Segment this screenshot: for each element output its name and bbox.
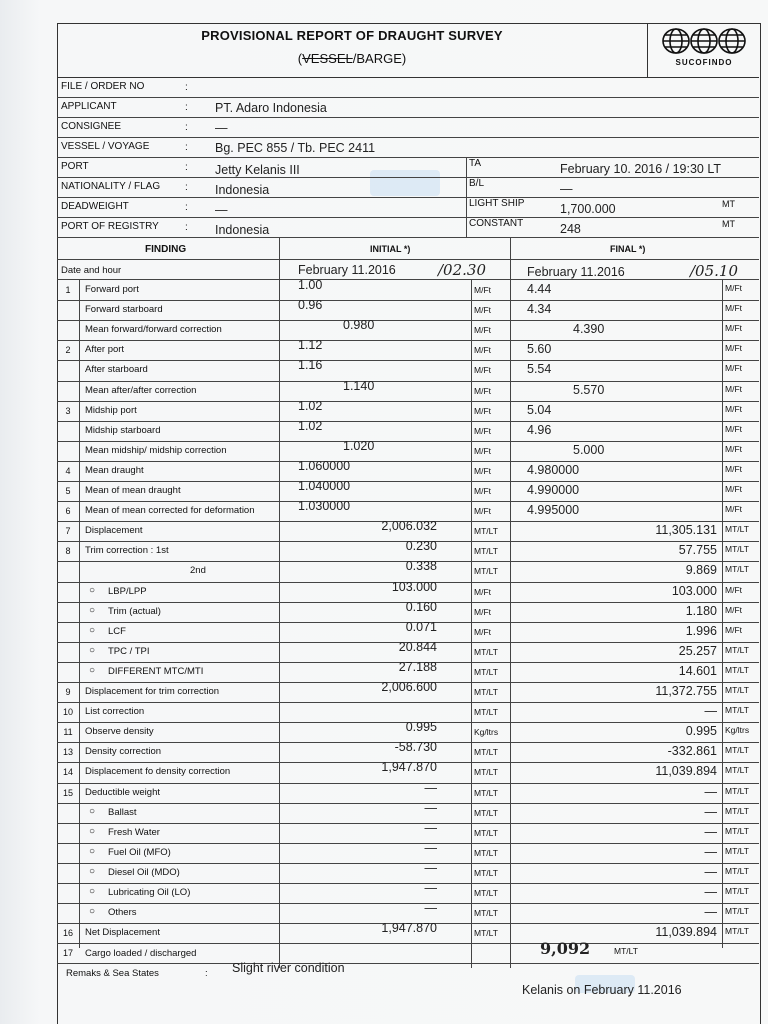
initial-value: 2,006.600 bbox=[381, 680, 437, 694]
initial-value: 0.230 bbox=[405, 539, 437, 553]
row-label: Forward port bbox=[85, 284, 139, 295]
col-divider bbox=[471, 279, 472, 968]
final-unit: M/Ft bbox=[725, 384, 742, 394]
finding-header: FINDING bbox=[145, 244, 187, 255]
initial-unit: M/Ft bbox=[474, 587, 491, 597]
initial-date: February 11.2016 bbox=[298, 263, 396, 277]
row-label: Net Displacement bbox=[85, 927, 160, 938]
final-unit: M/Ft bbox=[725, 444, 742, 454]
initial-unit: MT/LT bbox=[474, 546, 498, 556]
bullet-circle-icon: ○ bbox=[89, 906, 96, 917]
final-value: 4.390 bbox=[573, 322, 605, 336]
final-value: 4.96 bbox=[527, 423, 552, 437]
initial-unit: M/Ft bbox=[474, 285, 491, 295]
initial-unit: M/Ft bbox=[474, 305, 491, 315]
initial-unit: MT/LT bbox=[474, 707, 498, 717]
row-number: 5 bbox=[65, 486, 71, 496]
final-value: 57.755 bbox=[678, 543, 717, 557]
info-right-unit: MT bbox=[722, 199, 735, 209]
final-value: — bbox=[704, 845, 717, 859]
info-label: PORT bbox=[61, 161, 89, 172]
final-unit: M/Ft bbox=[725, 504, 742, 514]
initial-unit: MT/LT bbox=[474, 647, 498, 657]
row-divider bbox=[57, 963, 759, 964]
row-divider bbox=[57, 217, 759, 218]
row-divider bbox=[57, 237, 759, 238]
row-number: 9 bbox=[65, 687, 71, 697]
initial-unit: Kg/ltrs bbox=[474, 727, 499, 737]
row-label: Trim correction : 1st bbox=[85, 545, 169, 556]
row-number: 2 bbox=[65, 345, 71, 355]
info-right-label: B/L bbox=[469, 178, 485, 189]
initial-value: 1,947.870 bbox=[381, 921, 437, 935]
row-number: 4 bbox=[65, 466, 71, 476]
final-value: 103.000 bbox=[671, 584, 717, 598]
final-unit: MT/LT bbox=[725, 826, 749, 836]
final-value: — bbox=[704, 704, 717, 718]
final-value: — bbox=[704, 905, 717, 919]
final-unit: MT/LT bbox=[725, 765, 749, 775]
final-value: — bbox=[704, 785, 717, 799]
final-value: — bbox=[704, 885, 717, 899]
subtitle-struck: VESSEL bbox=[302, 51, 353, 66]
info-right-label: LIGHT SHIP bbox=[469, 198, 525, 209]
final-value: 4.980000 bbox=[527, 463, 580, 477]
final-unit: MT/LT bbox=[725, 564, 749, 574]
row-divider bbox=[57, 401, 759, 402]
initial-unit: M/Ft bbox=[474, 345, 491, 355]
row-divider bbox=[57, 903, 759, 904]
final-unit: MT/LT bbox=[725, 786, 749, 796]
info-label: DEADWEIGHT bbox=[61, 201, 129, 212]
final-unit: M/Ft bbox=[725, 323, 742, 333]
row-label: Diesel Oil (MDO) bbox=[108, 867, 180, 878]
final-value: 11,039.894 bbox=[655, 925, 717, 939]
final-value: 1.180 bbox=[685, 604, 717, 618]
info-label: FILE / ORDER NO bbox=[61, 81, 145, 92]
split-divider bbox=[466, 157, 467, 237]
info-colon: : bbox=[185, 122, 188, 133]
final-value: — bbox=[704, 805, 717, 819]
final-unit: MT/LT bbox=[725, 665, 749, 675]
initial-value: -58.730 bbox=[394, 740, 437, 754]
initial-unit: M/Ft bbox=[474, 446, 491, 456]
final-unit: M/Ft bbox=[725, 625, 742, 635]
initial-value: 0.96 bbox=[298, 298, 323, 312]
row-number: 15 bbox=[62, 788, 73, 798]
initial-value: 0.995 bbox=[405, 720, 437, 734]
row-label: Ballast bbox=[108, 807, 137, 818]
info-right-value: 1,700.000 bbox=[560, 202, 616, 216]
initial-value: — bbox=[424, 841, 437, 855]
bullet-circle-icon: ○ bbox=[89, 826, 96, 837]
final-value: 0.995 bbox=[685, 724, 717, 738]
final-unit: MT/LT bbox=[725, 886, 749, 896]
row-divider bbox=[57, 177, 759, 178]
initial-unit: MT/LT bbox=[474, 828, 498, 838]
cargo-label: Cargo loaded / discharged bbox=[85, 948, 197, 959]
bullet-circle-icon: ○ bbox=[89, 886, 96, 897]
row-number: 3 bbox=[65, 406, 71, 416]
row-divider bbox=[57, 340, 759, 341]
row-divider bbox=[57, 97, 759, 98]
final-unit: M/Ft bbox=[725, 283, 742, 293]
initial-unit: M/Ft bbox=[474, 607, 491, 617]
initial-unit: MT/LT bbox=[474, 788, 498, 798]
initial-value: 1.060000 bbox=[298, 459, 351, 473]
row-number: 6 bbox=[65, 506, 71, 516]
final-value: 5.60 bbox=[527, 342, 552, 356]
bullet-circle-icon: ○ bbox=[89, 585, 96, 596]
initial-value: 0.160 bbox=[405, 600, 437, 614]
final-unit: MT/LT bbox=[725, 685, 749, 695]
col-divider bbox=[722, 279, 723, 948]
final-value: 14.601 bbox=[678, 664, 717, 678]
final-unit: M/Ft bbox=[725, 343, 742, 353]
initial-value: 1,947.870 bbox=[381, 760, 437, 774]
final-unit: MT/LT bbox=[725, 705, 749, 715]
final-unit: MT/LT bbox=[725, 846, 749, 856]
row-divider bbox=[57, 279, 759, 280]
initial-value: 0.338 bbox=[405, 559, 437, 573]
final-unit: M/Ft bbox=[725, 464, 742, 474]
row-label: Forward starboard bbox=[85, 304, 163, 315]
final-unit: MT/LT bbox=[725, 645, 749, 655]
row-label: TPC / TPI bbox=[108, 646, 150, 657]
final-value: 5.54 bbox=[527, 362, 552, 376]
info-value: Jetty Kelanis III bbox=[215, 163, 300, 177]
final-unit: M/Ft bbox=[725, 484, 742, 494]
row-label: Mean midship/ midship correction bbox=[85, 445, 227, 456]
initial-value: 20.844 bbox=[398, 640, 437, 654]
row-label: Mean of mean draught bbox=[85, 485, 181, 496]
initial-unit: MT/LT bbox=[474, 868, 498, 878]
initial-value: 1.16 bbox=[298, 358, 323, 372]
initial-header: INITIAL *) bbox=[370, 244, 411, 254]
globe-logo-icon bbox=[660, 27, 748, 55]
initial-value: 103.000 bbox=[391, 580, 437, 594]
initial-value: 1.040000 bbox=[298, 479, 351, 493]
report-title: PROVISIONAL REPORT OF DRAUGHT SURVEY bbox=[201, 28, 503, 43]
initial-unit: M/Ft bbox=[474, 486, 491, 496]
final-unit: MT/LT bbox=[725, 544, 749, 554]
report-subtitle bbox=[57, 51, 647, 66]
row-label: List correction bbox=[85, 706, 145, 717]
final-value: 5.04 bbox=[527, 403, 552, 417]
row-label: LBP/LPP bbox=[108, 586, 147, 597]
initial-value: 1.00 bbox=[298, 278, 323, 292]
info-colon: : bbox=[185, 142, 188, 153]
initial-value: 2,006.032 bbox=[381, 519, 437, 533]
initial-unit: MT/LT bbox=[474, 747, 498, 757]
initial-time: /02.30 bbox=[438, 261, 486, 279]
final-value: 9.869 bbox=[685, 563, 717, 577]
final-unit: MT/LT bbox=[725, 745, 749, 755]
final-value: 11,305.131 bbox=[655, 523, 717, 537]
bullet-circle-icon: ○ bbox=[89, 665, 96, 676]
remarks-colon: : bbox=[205, 968, 208, 979]
info-colon: : bbox=[185, 182, 188, 193]
info-value: Indonesia bbox=[215, 223, 270, 237]
initial-unit: MT/LT bbox=[474, 908, 498, 918]
row-divider bbox=[57, 157, 759, 158]
row-divider bbox=[57, 843, 759, 844]
info-label: APPLICANT bbox=[61, 101, 117, 112]
final-unit: M/Ft bbox=[725, 585, 742, 595]
info-value: Bg. PEC 855 / Tb. PEC 2411 bbox=[215, 141, 376, 155]
initial-unit: M/Ft bbox=[474, 466, 491, 476]
row-label: After port bbox=[85, 344, 125, 355]
info-colon: : bbox=[185, 222, 188, 233]
info-label: CONSIGNEE bbox=[61, 121, 122, 132]
info-right-value: February 10. 2016 / 19:30 LT bbox=[560, 162, 721, 176]
final-unit: M/Ft bbox=[725, 303, 742, 313]
initial-value: — bbox=[424, 781, 437, 795]
row-number: 16 bbox=[62, 928, 73, 938]
final-time: /05.10 bbox=[690, 262, 738, 280]
row-divider bbox=[57, 461, 759, 462]
final-unit: MT/LT bbox=[725, 926, 749, 936]
row-label: After starboard bbox=[85, 364, 148, 375]
row-label: 2nd bbox=[190, 565, 206, 576]
bullet-circle-icon: ○ bbox=[89, 645, 96, 656]
row-label: DIFFERENT MTC/MTI bbox=[108, 666, 204, 677]
row-label: Midship starboard bbox=[85, 425, 161, 436]
final-value: 4.995000 bbox=[527, 503, 580, 517]
final-value: 1.996 bbox=[685, 624, 717, 638]
final-value: 5.570 bbox=[573, 383, 605, 397]
final-unit: M/Ft bbox=[725, 424, 742, 434]
row-label: Fuel Oil (MFO) bbox=[108, 847, 171, 858]
initial-value: 1.12 bbox=[298, 338, 323, 352]
initial-value: 1.02 bbox=[298, 399, 323, 413]
initial-unit: M/Ft bbox=[474, 627, 491, 637]
info-right-value: — bbox=[560, 182, 573, 196]
row-number: 11 bbox=[63, 727, 73, 737]
row-label: Observe density bbox=[85, 726, 154, 737]
row-divider bbox=[57, 197, 759, 198]
row-divider bbox=[57, 702, 759, 703]
initial-unit: M/Ft bbox=[474, 506, 491, 516]
initial-value: 1.140 bbox=[343, 379, 375, 393]
initial-value: 1.020 bbox=[343, 439, 375, 453]
cargo-value: 9,092 bbox=[540, 939, 591, 958]
initial-unit: M/Ft bbox=[474, 426, 491, 436]
row-divider bbox=[57, 441, 759, 442]
row-divider bbox=[57, 300, 759, 301]
row-divider bbox=[57, 783, 759, 784]
row-label: Density correction bbox=[85, 746, 162, 757]
info-colon: : bbox=[185, 102, 188, 113]
final-value: — bbox=[704, 825, 717, 839]
info-right-label: TA bbox=[469, 158, 482, 169]
row-divider bbox=[57, 803, 759, 804]
row-label: Fresh Water bbox=[108, 827, 160, 838]
final-unit: MT/LT bbox=[725, 524, 749, 534]
info-label: PORT OF REGISTRY bbox=[61, 221, 159, 232]
final-header: FINAL *) bbox=[610, 244, 646, 254]
row-divider bbox=[57, 481, 759, 482]
row-label: Trim (actual) bbox=[108, 606, 161, 617]
cargo-unit: MT/LT bbox=[614, 946, 638, 956]
initial-unit: M/Ft bbox=[474, 365, 491, 375]
subtitle-paren: ( bbox=[297, 51, 303, 66]
row-label: Displacement for trim correction bbox=[85, 686, 220, 697]
info-value: PT. Adaro Indonesia bbox=[215, 101, 327, 115]
final-unit: MT/LT bbox=[725, 906, 749, 916]
initial-value: — bbox=[424, 801, 437, 815]
bullet-circle-icon: ○ bbox=[89, 866, 96, 877]
final-unit: Kg/ltrs bbox=[725, 725, 750, 735]
row-divider bbox=[57, 117, 759, 118]
row-divider bbox=[57, 863, 759, 864]
row-number: 10 bbox=[62, 707, 73, 717]
remarks-label: Remaks & Sea States bbox=[66, 968, 159, 979]
info-colon: : bbox=[185, 82, 188, 93]
row-divider bbox=[57, 823, 759, 824]
row-label: Displacement fo density correction bbox=[85, 766, 231, 777]
final-date: February 11.2016 bbox=[527, 265, 625, 279]
bullet-circle-icon: ○ bbox=[89, 846, 96, 857]
info-right-label: CONSTANT bbox=[469, 218, 524, 229]
final-value: 11,372.755 bbox=[655, 684, 717, 698]
final-value: — bbox=[704, 865, 717, 879]
row-divider bbox=[57, 259, 759, 260]
initial-unit: MT/LT bbox=[474, 848, 498, 858]
row-divider bbox=[57, 501, 759, 502]
initial-value: — bbox=[424, 901, 437, 915]
final-value: 4.34 bbox=[527, 302, 552, 316]
row-divider bbox=[57, 360, 759, 361]
bullet-circle-icon: ○ bbox=[89, 625, 96, 636]
info-right-value: 248 bbox=[560, 222, 581, 236]
sucofindo-logo bbox=[647, 23, 760, 77]
info-label: VESSEL / VOYAGE bbox=[61, 141, 150, 152]
subtitle-rest: /BARGE) bbox=[352, 51, 407, 66]
report-header bbox=[57, 23, 759, 78]
row-number: 7 bbox=[65, 526, 71, 536]
row-divider bbox=[57, 381, 759, 382]
bullet-circle-icon: ○ bbox=[89, 806, 96, 817]
row-label: Mean forward/forward correction bbox=[85, 324, 222, 335]
row-number: 17 bbox=[62, 948, 73, 958]
final-unit: M/Ft bbox=[725, 605, 742, 615]
initial-value: 1.02 bbox=[298, 419, 323, 433]
row-divider bbox=[57, 137, 759, 138]
info-colon: : bbox=[185, 162, 188, 173]
initial-unit: MT/LT bbox=[474, 566, 498, 576]
row-label: Mean after/after correction bbox=[85, 385, 197, 396]
row-label: Others bbox=[108, 907, 137, 918]
final-value: 25.257 bbox=[678, 644, 717, 658]
row-label: Mean draught bbox=[85, 465, 144, 476]
final-unit: MT/LT bbox=[725, 806, 749, 816]
final-value: -332.861 bbox=[667, 744, 717, 758]
initial-value: 0.071 bbox=[405, 620, 437, 634]
final-unit: MT/LT bbox=[725, 866, 749, 876]
row-label: Deductible weight bbox=[85, 787, 160, 798]
footer-place-date: Kelanis on February 11.2016 bbox=[522, 983, 682, 997]
info-colon: : bbox=[185, 202, 188, 213]
final-value: 11,039.894 bbox=[655, 764, 717, 778]
initial-value: 1.030000 bbox=[298, 499, 351, 513]
row-divider bbox=[57, 943, 759, 944]
initial-unit: MT/LT bbox=[474, 667, 498, 677]
bullet-circle-icon: ○ bbox=[89, 605, 96, 616]
row-label: Midship port bbox=[85, 405, 137, 416]
row-number: 14 bbox=[62, 767, 73, 777]
initial-unit: M/Ft bbox=[474, 406, 491, 416]
logo-text: SUCOFINDO bbox=[675, 58, 733, 67]
final-value: 4.44 bbox=[527, 282, 552, 296]
initial-unit: MT/LT bbox=[474, 526, 498, 536]
row-number: 13 bbox=[62, 747, 73, 757]
row-number: 1 bbox=[65, 285, 71, 295]
date-hour-label: Date and hour bbox=[61, 265, 122, 276]
initial-value: — bbox=[424, 821, 437, 835]
info-value: — bbox=[215, 121, 228, 135]
initial-unit: MT/LT bbox=[474, 928, 498, 938]
initial-unit: MT/LT bbox=[474, 808, 498, 818]
initial-unit: MT/LT bbox=[474, 767, 498, 777]
initial-unit: MT/LT bbox=[474, 888, 498, 898]
row-label: Displacement bbox=[85, 525, 143, 536]
initial-value: — bbox=[424, 861, 437, 875]
row-label: Lubricating Oil (LO) bbox=[108, 887, 191, 898]
final-unit: M/Ft bbox=[725, 404, 742, 414]
remarks-value: Slight river condition bbox=[232, 961, 345, 975]
initial-value: 0.980 bbox=[343, 318, 375, 332]
initial-unit: M/Ft bbox=[474, 386, 491, 396]
final-value: 4.990000 bbox=[527, 483, 580, 497]
row-divider bbox=[57, 320, 759, 321]
info-value: — bbox=[215, 203, 228, 217]
row-label: LCF bbox=[108, 626, 126, 637]
initial-value: — bbox=[424, 881, 437, 895]
final-value: 5.000 bbox=[573, 443, 605, 457]
row-divider bbox=[57, 883, 759, 884]
initial-unit: MT/LT bbox=[474, 687, 498, 697]
info-right-unit: MT bbox=[722, 219, 735, 229]
row-label: Mean of mean corrected for deformation bbox=[85, 505, 255, 516]
final-unit: M/Ft bbox=[725, 363, 742, 373]
row-number: 8 bbox=[65, 546, 71, 556]
info-value: Indonesia bbox=[215, 183, 270, 197]
row-divider bbox=[57, 421, 759, 422]
info-label: NATIONALITY / FLAG bbox=[61, 181, 161, 192]
initial-value: 27.188 bbox=[398, 660, 437, 674]
initial-unit: M/Ft bbox=[474, 325, 491, 335]
